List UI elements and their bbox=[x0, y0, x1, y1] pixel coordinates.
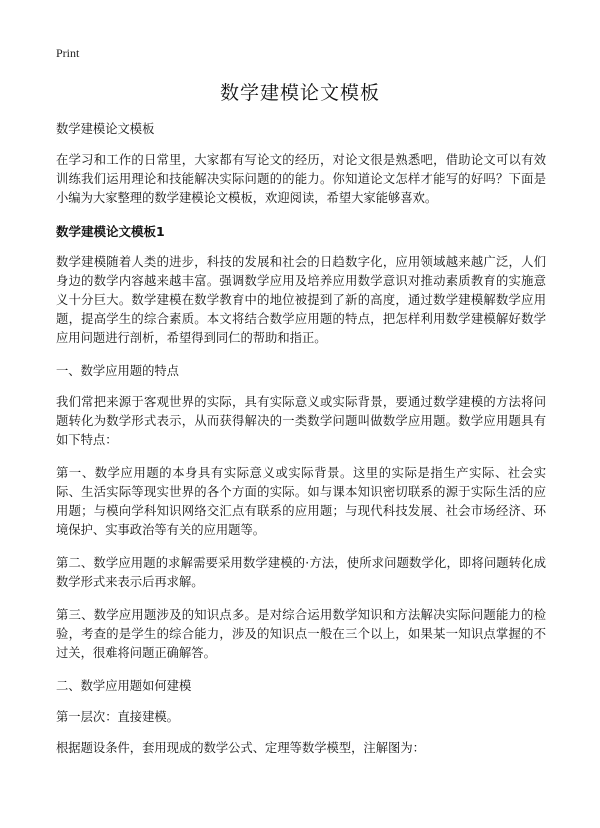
paragraph-1: 数学建模随着人类的进步，科技的发展和社会的日趋数字化，应用领域越来越广泛，人们身边的数学内容越来越丰富。强调数学应用及培养应用数学意识对推动素质教育的实施意义十分巨大。数学建模在数学教育中的地位被提到了新的高度，通过数学建模解数学应用题，提高学生的综合素质。本文将结合数学应用题的特点，把怎样利用数学建模解好数学应用问题进行剖析，希望得到同仁的帮助和指正。 bbox=[56, 255, 546, 345]
paragraph-5: 第三、数学应用题涉及的知识点多。是对综合运用数学知识和方法解决实际问题能力的检验，考查的是学生的综合能力，涉及的知识点一般在三个以上，如果某一知识点掌握的不过关，很难将问题正确解答。 bbox=[56, 608, 546, 660]
paragraph-3: 第一、数学应用题的本身具有实际意义或实际背景。这里的实际是指生产实际、社会实际、生活实际等现实世界的各个方面的实际。如与课本知识密切联系的源于实际生活的应用题；与模向学科知识网络交汇点有联系的应用题；与现代科技发展、社会市场经济、环境保护、实事政治等有关的应用题等。 bbox=[56, 466, 546, 537]
subheading-modeling: 二、数学应用题如何建模 bbox=[56, 679, 192, 693]
paragraph-level-one: 第一层次：直接建模。 bbox=[56, 710, 179, 724]
section-heading: 数学建模论文模板1 bbox=[56, 224, 165, 239]
subheading-features: 一、数学应用题的特点 bbox=[56, 364, 179, 378]
intro-paragraph: 在学习和工作的日常里，大家都有写论文的经历，对论文很是熟悉吧，借助论文可以有效训练我们运用理论和技能解决实际问题的的能力。你知道论文怎样才能写的好吗？下面是小编为大家整理的数学建模论文模板，欢迎阅读，希望大家能够喜欢。 bbox=[56, 153, 546, 205]
paragraph-6: 根据题设条件，套用现成的数学公式、定理等数学模型，注解图为： bbox=[56, 741, 425, 755]
paragraph-4: 第二、数学应用题的求解需要采用数学建模的·方法，使所求问题数学化，即将问题转化成数学形式来表示后再求解。 bbox=[56, 556, 546, 589]
print-label: Print bbox=[56, 46, 80, 60]
document-body bbox=[56, 120, 546, 772]
document-subtitle: 数学建模论文模板 bbox=[56, 122, 155, 136]
page-title: 数学建模论文模板 bbox=[219, 82, 380, 104]
paragraph-2: 我们常把来源于客观世界的实际，具有实际意义或实际背景，要通过数学建模的方法将问题转化为数学形式表示，从而获得解决的一类数学问题叫做数学应用题。数学应用题具有如下特点： bbox=[56, 395, 546, 447]
